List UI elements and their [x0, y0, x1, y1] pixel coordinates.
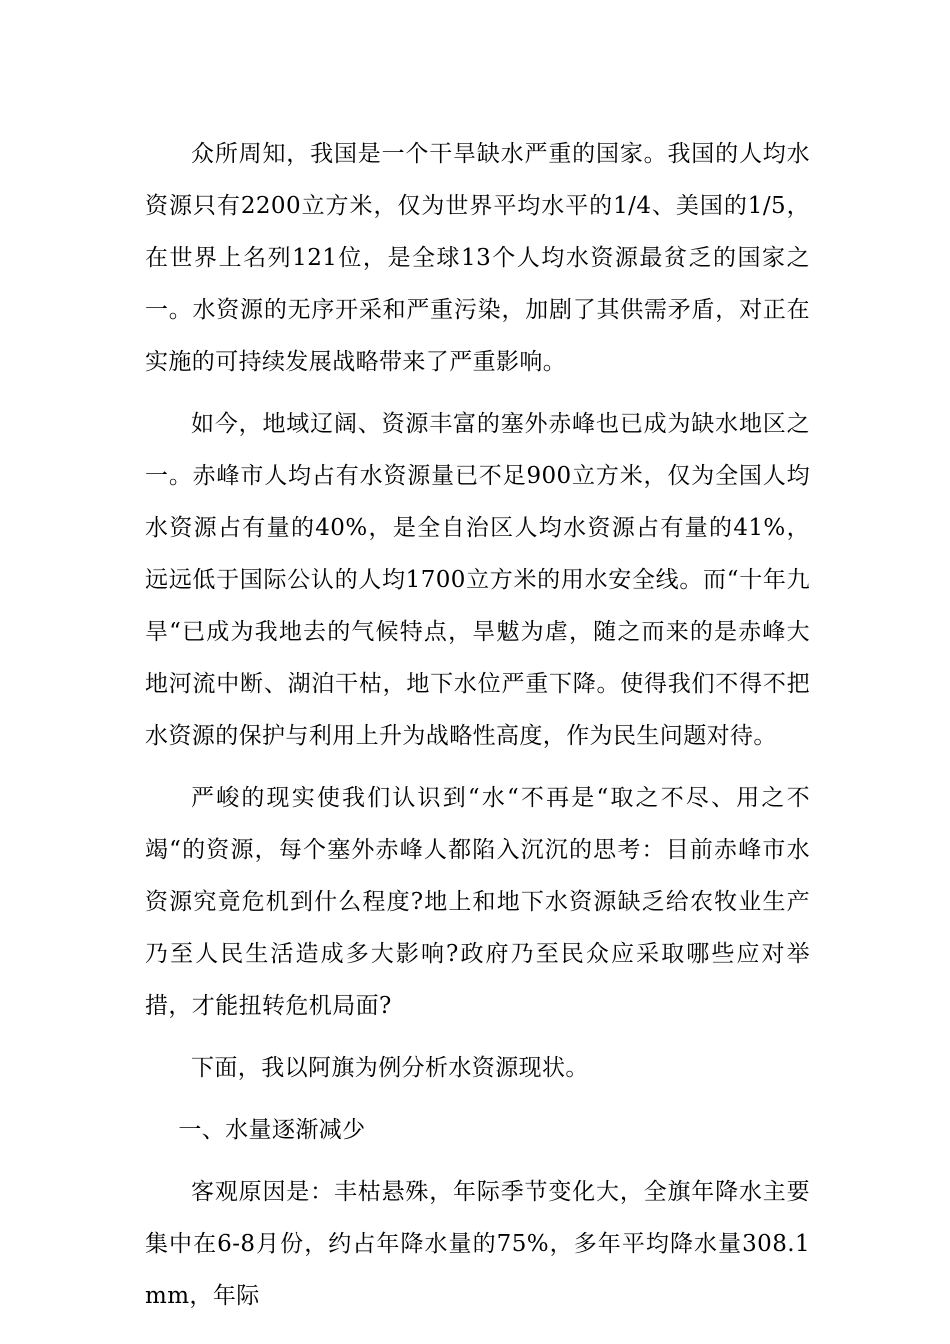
document-body	[145, 128, 810, 1332]
paragraph-chifeng-shortage: 如今，地域辽阔、资源丰富的塞外赤峰也已成为缺水地区之一。赤峰市人均占有水资源量已不足900立方米，仅为全国人均水资源占有量的40%，是全自治区人均水资源占有量的41%，远远低于国际公认的人均1700立方米的用水安全线。而“十年九旱“已成为我地去的气候特点，旱魃为虐，随之而来的是赤峰大地河流中断、湖泊干枯，地下水位严重下降。使得我们不得不把水资源的保护与利用上升为战略性高度，作为民生问题对待。	[145, 411, 810, 749]
paragraph-intro-aqi: 下面，我以阿旗为例分析水资源现状。	[191, 1055, 589, 1081]
section-heading-1: 一、水量逐渐减少	[178, 1117, 366, 1143]
paragraph-water-shortage-china: 众所周知，我国是一个干旱缺水严重的国家。我国的人均水资源只有2200立方米，仅为世界平均水平的1/4、美国的1/5，在世界上名列121位，是全球13个人均水资源最贫乏的国家之一。水资源的无序开采和严重污染，加剧了其供需矛盾，对正在实施的可持续发展战略带来了严重影响。	[145, 141, 810, 375]
paragraph-objective-causes: 客观原因是：丰枯悬殊，年际季节变化大，全旗年降水主要集中在6-8月份，约占年降水量的75%，多年平均降水量308.1mm，年际	[145, 1179, 810, 1309]
paragraph-reflection: 严峻的现实使我们认识到“水“不再是“取之不尽、用之不竭“的资源，每个塞外赤峰人都陷入沉沉的思考：目前赤峰市水资源究竟危机到什么程度?地上和地下水资源缺乏给农牧业生产乃至人民生活造成多大影响?政府乃至民众应采取哪些应对举措，才能扭转危机局面?	[145, 785, 810, 1019]
